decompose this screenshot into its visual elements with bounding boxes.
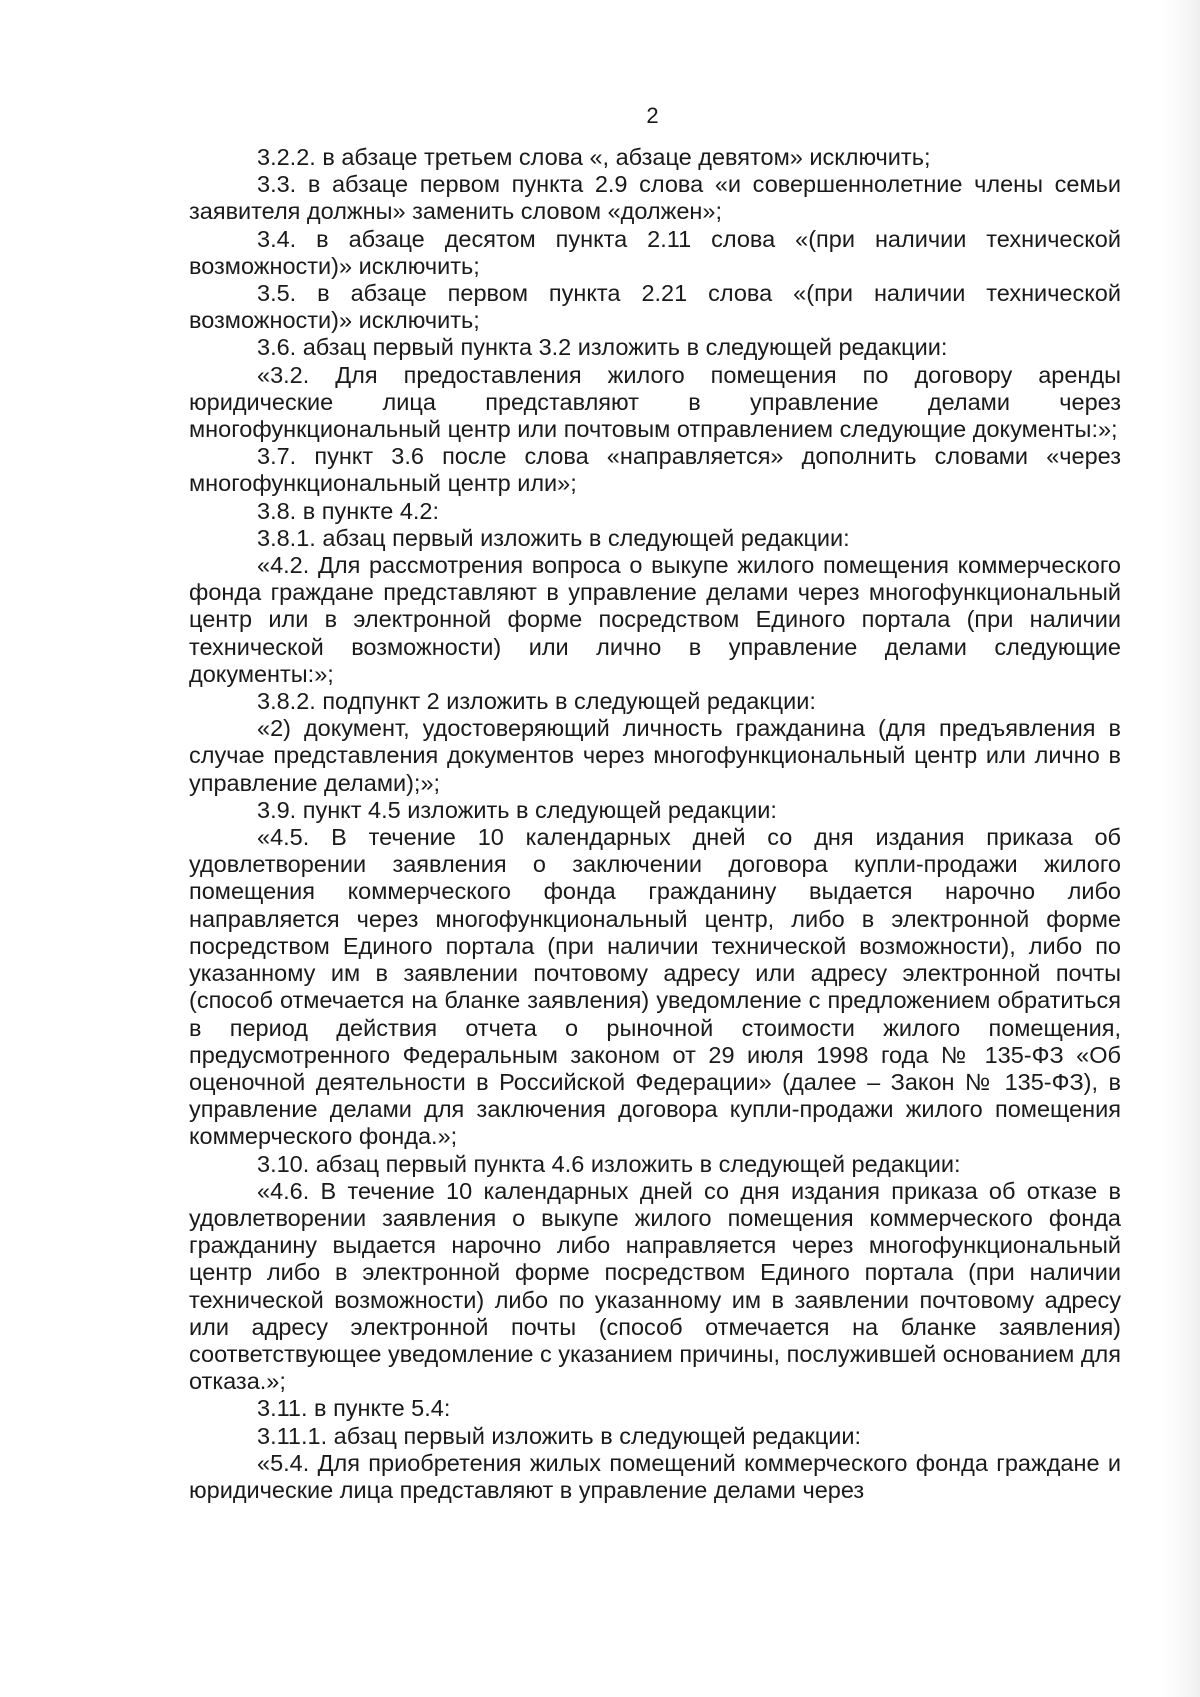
paragraph-quote-5-4: «5.4. Для приобретения жилых помещений коммерческого фонда граждане и юридические лица представляют в управление делами через	[189, 1449, 1121, 1503]
paragraph-quote-3-2: «3.2. Для предоставления жилого помещения по договору аренды юридические лица представляют в управление делами через многофункциональный центр или почтовым отправлением следующие документы:»;	[189, 361, 1121, 443]
paragraph-quote-4-6: «4.6. В течение 10 календарных дней со дня издания приказа об отказе в удовлетворении заявления о выкупе жилого помещения коммерческого фонда гражданину выдается нарочно либо направляется через многофункциональный центр либо в электронной форме посредством Единого портала (при наличии технической возможности) либо по указанному им в заявлении почтовому адресу или адресу электронной почты (способ отмечается на бланке заявления) соответствующее уведомление с указанием причины, послужившей основанием для отказа.»;	[189, 1177, 1121, 1395]
page-number: 2	[646, 103, 659, 128]
scan-edge-shadow	[1160, 0, 1200, 1697]
paragraph-quote-4-5: «4.5. В течение 10 календарных дней со дня издания приказа об удовлетворении заявления о заключении договора купли-продажи жилого помещения коммерческого фонда гражданину выдается нарочно либо направляется через многофункциональный центр, либо в электронной форме посредством Единого портала (при наличии технической возможности), либо по указанному им в заявлении почтовому адресу или адресу электронной почты (способ отмечается на бланке заявления) уведомление с предложением обратиться в период действия отчета о рыночной стоимости жилого помещения, предусмотренного Федеральным законом от 29 июля 1998 года № 135-ФЗ «Об оценочной деятельности в Российской Федерации» (далее – Закон № 135-ФЗ), в управление делами для заключения договора купли-продажи жилого помещения коммерческого фонда.»;	[189, 824, 1121, 1150]
paragraph-3-11-1: 3.11.1. абзац первый изложить в следующей редакции:	[257, 1422, 862, 1449]
paragraph-3-4: 3.4. в абзаце десятом пункта 2.11 слова «(при наличии технической возможности)» исключить;	[189, 225, 1121, 279]
paragraph-3-9: 3.9. пункт 4.5 изложить в следующей редакции:	[257, 796, 777, 823]
paragraph-3-7: 3.7. пункт 3.6 после слова «направляется» дополнить словами «через многофункциональный центр или»;	[189, 443, 1121, 497]
paragraph-3-5: 3.5. в абзаце первом пункта 2.21 слова «(при наличии технической возможности)» исключить;	[189, 280, 1121, 334]
paragraph-3-8-2: 3.8.2. подпункт 2 изложить в следующей редакции:	[257, 688, 816, 715]
paragraph-3-8: 3.8. в пункте 4.2:	[257, 497, 440, 524]
paragraph-quote-4-2: «4.2. Для рассмотрения вопроса о выкупе жилого помещения коммерческого фонда граждане представляют в управление делами через многофункциональный центр или в электронной форме посредством Единого портала (при наличии технической возможности) или лично в управление делами следующие документы:»;	[189, 552, 1121, 687]
paragraph-3-3: 3.3. в абзаце первом пункта 2.9 слова «и совершеннолетние члены семьи заявителя должны» заменить словом «должен»;	[189, 171, 1121, 225]
paragraph-3-11: 3.11. в пункте 5.4:	[257, 1395, 451, 1422]
paragraph-3-2-2: 3.2.2. в абзаце третьем слова «, абзаце девятом» исключить;	[257, 144, 931, 170]
paragraph-3-6: 3.6. абзац первый пункта 3.2 изложить в следующей редакции:	[257, 334, 948, 361]
paragraph-quote-subpoint-2: «2) документ, удостоверяющий личность гражданина (для предъявления в случае представления документов через многофункциональный центр или лично в управление делами);»;	[189, 715, 1121, 796]
paragraph-3-8-1: 3.8.1. абзац первый изложить в следующей редакции:	[257, 524, 850, 551]
paragraph-3-10: 3.10. абзац первый пункта 4.6 изложить в следующей редакции:	[257, 1150, 961, 1177]
document-body	[189, 144, 1121, 1504]
